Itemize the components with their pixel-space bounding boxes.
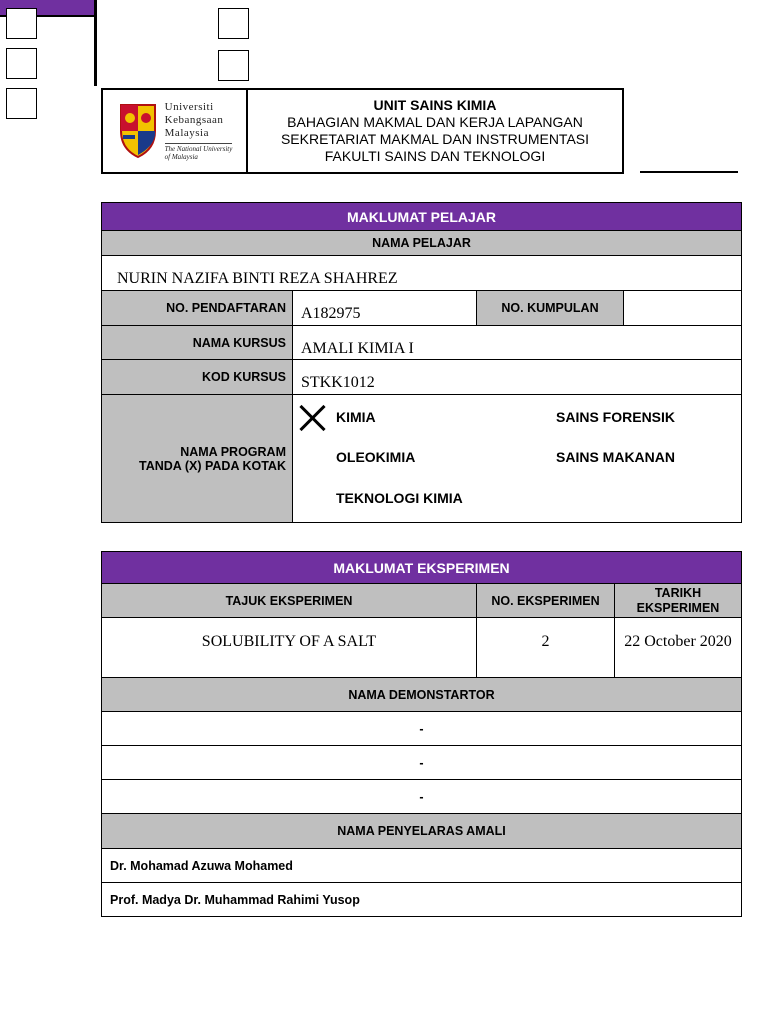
program-label-line-1: NAMA PROGRAM bbox=[180, 444, 286, 459]
student-name-value[interactable]: NURIN NAZIFA BINTI REZA SHAHREZ bbox=[117, 270, 398, 287]
student-info-table bbox=[101, 202, 742, 523]
coordinator-label: NAMA PENYELARAS AMALI bbox=[337, 824, 506, 838]
experiment-section-title: MAKLUMAT EKSPERIMEN bbox=[102, 552, 741, 583]
exp-date-label-line-1: TARIKH bbox=[654, 585, 702, 600]
student-section-title: MAKLUMAT PELAJAR bbox=[102, 203, 741, 230]
logo-line-3: Malaysia bbox=[164, 127, 209, 139]
demonstrator-label: NAMA DEMONSTARTOR bbox=[348, 687, 495, 702]
program-option-label: OLEOKIMIA bbox=[336, 449, 416, 465]
program-option-sains-forensik[interactable] bbox=[517, 402, 675, 432]
checkbox-3[interactable] bbox=[6, 88, 37, 119]
logo-cell bbox=[103, 90, 248, 172]
program-option-kimia[interactable] bbox=[297, 402, 376, 432]
program-option-sains-makanan[interactable] bbox=[517, 442, 675, 472]
crest-icon bbox=[117, 101, 159, 161]
logo-motto-1: The National University bbox=[164, 145, 233, 153]
program-options bbox=[292, 395, 741, 522]
reg-no-label: NO. PENDAFTARAN bbox=[102, 291, 292, 325]
coordinator-row[interactable]: Prof. Madya Dr. Muhammad Rahimi Yusop bbox=[110, 892, 360, 907]
logo-motto-2: of Malaysia bbox=[164, 153, 198, 161]
logo-wordmark bbox=[165, 101, 233, 161]
reg-no-value[interactable]: A182975 bbox=[292, 291, 476, 325]
header-line-2: BAHAGIAN MAKMAL DAN KERJA LAPANGAN bbox=[287, 114, 583, 130]
program-option-label: SAINS FORENSIK bbox=[556, 409, 676, 425]
course-code-label: KOD KURSUS bbox=[102, 360, 292, 394]
program-option-label: TEKNOLOGI KIMIA bbox=[336, 490, 463, 506]
program-label bbox=[102, 395, 292, 522]
demonstrator-row[interactable]: - bbox=[419, 755, 424, 770]
checkbox-2[interactable] bbox=[6, 48, 37, 79]
exp-title-label: TAJUK EKSPERIMEN bbox=[225, 593, 353, 608]
program-option-oleokimia[interactable] bbox=[297, 442, 415, 472]
course-name-value[interactable]: AMALI KIMIA I bbox=[292, 326, 741, 359]
exp-no-value[interactable]: 2 bbox=[476, 618, 614, 677]
header-text bbox=[248, 90, 622, 172]
header-line-4: FAKULTI SAINS DAN TEKNOLOGI bbox=[324, 148, 546, 164]
signature-line bbox=[640, 171, 738, 173]
x-mark-icon bbox=[297, 402, 327, 432]
logo-line-1: Universiti bbox=[164, 101, 214, 113]
program-label-line-2: TANDA (X) PADA KOTAK bbox=[139, 458, 286, 473]
coordinator-row[interactable]: Dr. Mohamad Azuwa Mohamed bbox=[110, 858, 293, 873]
exp-title-value[interactable]: SOLUBILITY OF A SALT bbox=[201, 632, 377, 650]
checkbox-1[interactable] bbox=[6, 8, 37, 39]
header-line-3: SEKRETARIAT MAKMAL DAN INSTRUMENTASI bbox=[280, 131, 590, 147]
checkbox-4[interactable] bbox=[218, 8, 249, 39]
exp-date-label-line-2: EKSPERIMEN bbox=[636, 600, 720, 615]
group-no-value[interactable] bbox=[623, 291, 741, 325]
group-no-label: NO. KUMPULAN bbox=[476, 291, 623, 325]
student-name-label: NAMA PELAJAR bbox=[372, 236, 471, 250]
university-logo bbox=[117, 101, 233, 161]
exp-date-label bbox=[614, 584, 741, 617]
course-code-value[interactable]: STKK1012 bbox=[292, 360, 741, 394]
logo-line-2: Kebangsaan bbox=[164, 114, 224, 126]
demonstrator-row[interactable]: - bbox=[419, 789, 424, 804]
program-option-label: SAINS MAKANAN bbox=[556, 449, 675, 465]
checkbox-5[interactable] bbox=[218, 50, 249, 81]
program-option-label: KIMIA bbox=[336, 409, 376, 425]
top-vertical-line bbox=[94, 0, 97, 86]
exp-date-value[interactable]: 22 October 2020 bbox=[614, 618, 741, 677]
exp-no-label: NO. EKSPERIMEN bbox=[476, 584, 614, 617]
document-header bbox=[101, 88, 624, 174]
experiment-info-table bbox=[101, 551, 742, 917]
course-name-label: NAMA KURSUS bbox=[102, 326, 292, 359]
program-option-teknologi-kimia[interactable] bbox=[297, 483, 463, 513]
demonstrator-row[interactable]: - bbox=[419, 721, 424, 736]
unit-title: UNIT SAINS KIMIA bbox=[373, 97, 497, 113]
